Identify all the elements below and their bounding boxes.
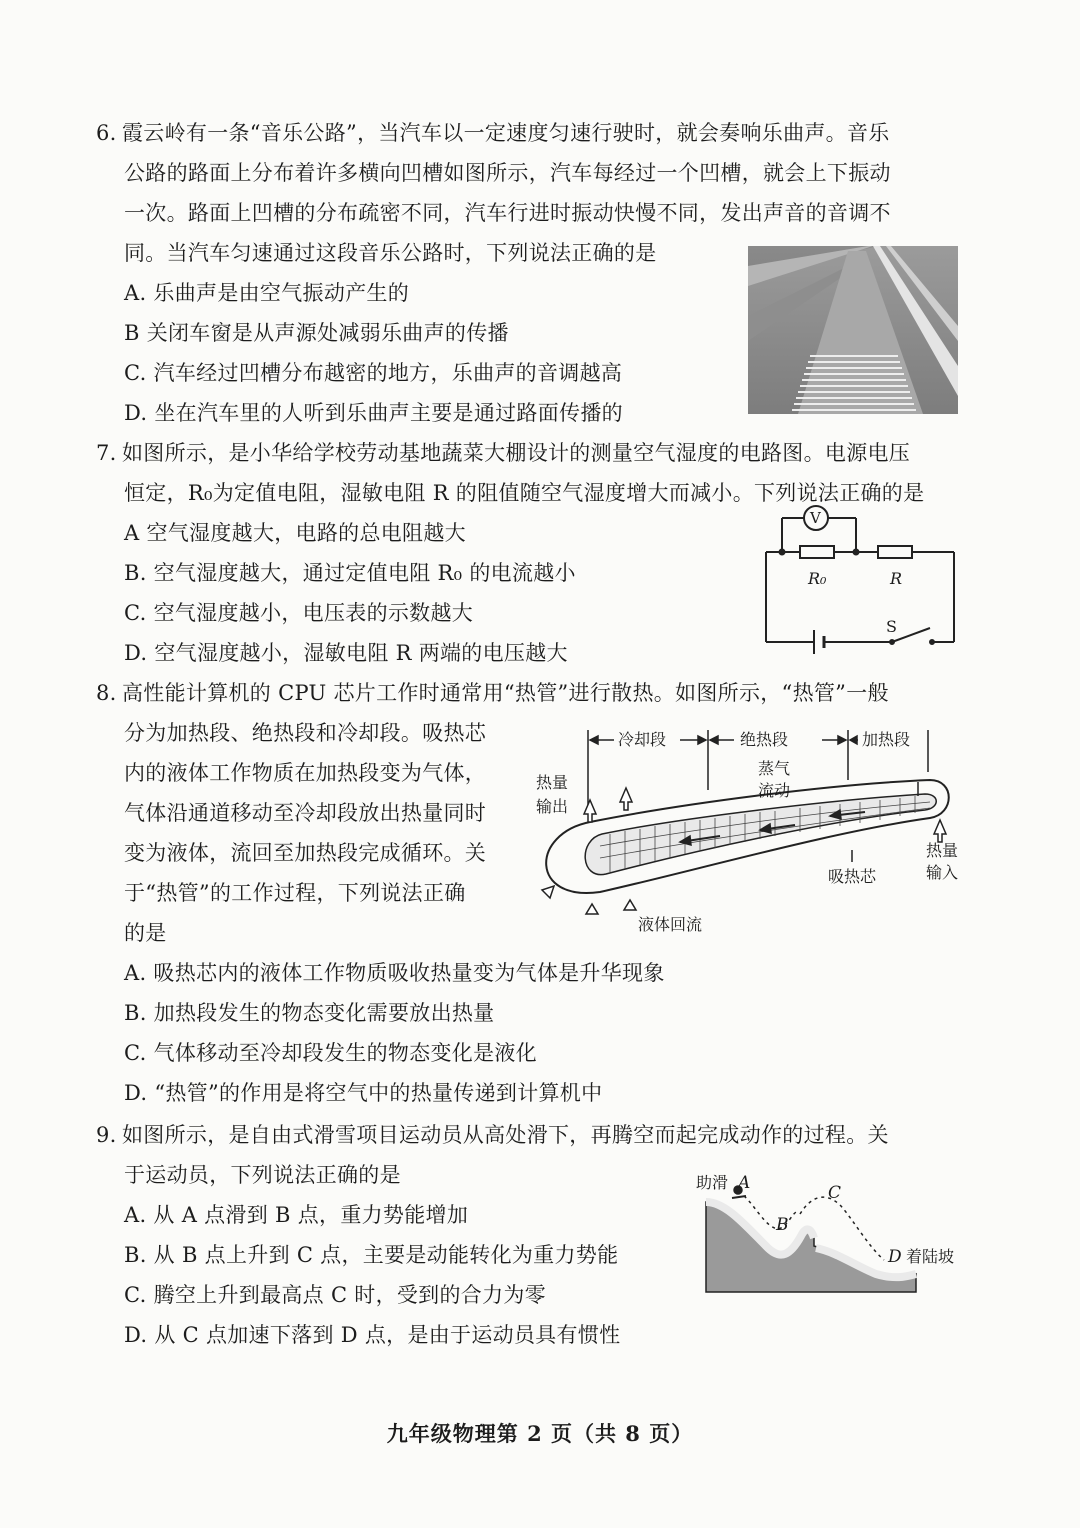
point-d-label: D [888, 1247, 902, 1267]
q9-option-c[interactable]: C. 腾空上升到最高点 C 时，受到的合力为零 [124, 1283, 546, 1307]
r-label: R [890, 569, 903, 588]
freestyle-ski-diagram [696, 1166, 972, 1296]
q7-option-d[interactable]: D. 空气湿度越小，湿敏电阻 R 两端的电压越大 [124, 641, 568, 665]
q6-option-c[interactable]: C. 汽车经过凹槽分布越密的地方，乐曲声的音调越高 [124, 361, 623, 385]
q9-option-b[interactable]: B. 从 B 点上升到 C 点，主要是动能转化为重力势能 [124, 1243, 619, 1267]
q8-stem-line-2: 分为加热段、绝热段和冷却段。吸热芯 [124, 721, 487, 745]
heat-pipe-diagram [530, 722, 970, 942]
q8-stem-line-5: 变为液体，流回至加热段完成循环。关 [124, 841, 487, 865]
q9-stem-line-2: 于运动员，下列说法正确的是 [124, 1163, 401, 1187]
q8-stem-line-6: 于“热管”的工作过程，下列说法正确 [124, 881, 466, 905]
vapor-label-1: 蒸气 [758, 759, 791, 778]
point-c-label: C [828, 1183, 842, 1203]
q6-option-a[interactable]: A. 乐曲声是由空气振动产生的 [124, 281, 410, 305]
r-resistor-icon [878, 546, 912, 558]
q7-option-b[interactable]: B. 空气湿度越大，通过定值电阻 R₀ 的电流越小 [124, 561, 576, 585]
q6-stem-line-1: 6. 霞云岭有一条“音乐公路”，当汽车以一定速度匀速行驶时，就会奏响乐曲声。音乐 [96, 118, 890, 148]
q8-stem-line-3: 内的液体工作物质在加热段变为气体， [124, 761, 487, 785]
q8-option-c[interactable]: C. 气体移动至冷却段发生的物态变化是液化 [124, 1041, 537, 1065]
point-a-label: A [738, 1173, 751, 1193]
q9-stem-line-1: 9. 如图所示，是自由式滑雪项目运动员从高处滑下，再腾空而起完成动作的过程。关 [96, 1120, 889, 1150]
point-b-label: B [776, 1215, 789, 1235]
q7-stem-line-1: 7. 如图所示，是小华给学校劳动基地蔬菜大棚设计的测量空气湿度的电路图。电源电压 [96, 438, 910, 468]
switch-label: S [886, 617, 897, 636]
q6-option-b[interactable]: B 关闭车窗是从声源处减弱乐曲声的传播 [124, 321, 509, 345]
r0-label: R₀ [808, 569, 827, 588]
switch-icon [892, 628, 930, 642]
q7-option-c[interactable]: C. 空气湿度越小，电压表的示数越大 [124, 601, 474, 625]
vapor-label-2: 流动 [758, 781, 791, 800]
q9-number: 9. [96, 1123, 117, 1147]
q6-number: 6. [96, 121, 117, 145]
insulated-section-label: 绝热段 [740, 730, 789, 749]
q8-number: 8. [96, 681, 117, 705]
heat-output-label-2: 输出 [536, 797, 569, 816]
q8-option-d[interactable]: D. “热管”的作用是将空气中的热量传递到计算机中 [124, 1081, 603, 1105]
q8-stem-line-7: 的是 [124, 921, 167, 945]
q8-stem-line-1: 8. 高性能计算机的 CPU 芯片工作时通常用“热管”进行散热。如图所示，“热管”一般 [96, 678, 889, 708]
heat-output-label-1: 热量 [536, 773, 569, 792]
landing-slope-label: 着陆坡 [906, 1247, 955, 1266]
q7-stem-line-2: 恒定，R₀为定值电阻，湿敏电阻 R 的阻值随空气湿度增大而减小。下列说法正确的是 [124, 481, 925, 505]
humidity-circuit-diagram [760, 504, 960, 664]
q6-stem-line-4: 同。当汽车匀速通过这段音乐公路时，下列说法正确的是 [124, 241, 657, 265]
music-road-photo [748, 246, 958, 414]
liquid-return-label: 液体回流 [638, 915, 703, 934]
wick-label: 吸热芯 [828, 867, 877, 886]
q6-stem-line-2: 公路的路面上分布着许多横向凹槽如图所示，汽车每经过一个凹槽，就会上下振动 [124, 161, 891, 185]
heat-input-label-2: 输入 [926, 863, 959, 882]
q8-option-b[interactable]: B. 加热段发生的物态变化需要放出热量 [124, 1001, 495, 1025]
page-footer: 九年级物理第 2 页（共 8 页） [386, 1421, 694, 1446]
heat-input-label-1: 热量 [926, 841, 959, 860]
voltmeter-label: V [810, 509, 821, 527]
q8-option-a[interactable]: A. 吸热芯内的液体工作物质吸收热量变为气体是升华现象 [124, 961, 665, 985]
q7-option-a[interactable]: A 空气湿度越大，电路的总电阻越大 [124, 521, 466, 545]
q6-option-d[interactable]: D. 坐在汽车里的人听到乐曲声主要是通过路面传播的 [124, 401, 623, 425]
heating-section-label: 加热段 [862, 730, 911, 749]
run-in-label: 助滑 [696, 1173, 729, 1192]
q9-option-a[interactable]: A. 从 A 点滑到 B 点，重力势能增加 [124, 1203, 469, 1227]
q6-stem-line-3: 一次。路面上凹槽的分布疏密不同，汽车行进时振动快慢不同，发出声音的音调不 [124, 201, 891, 225]
cooling-section-label: 冷却段 [618, 730, 667, 749]
q9-option-d[interactable]: D. 从 C 点加速下落到 D 点，是由于运动员具有惯性 [124, 1323, 621, 1347]
q8-stem-line-4: 气体沿通道移动至冷却段放出热量同时 [124, 801, 487, 825]
r0-resistor-icon [800, 546, 834, 558]
q7-number: 7. [96, 441, 117, 465]
